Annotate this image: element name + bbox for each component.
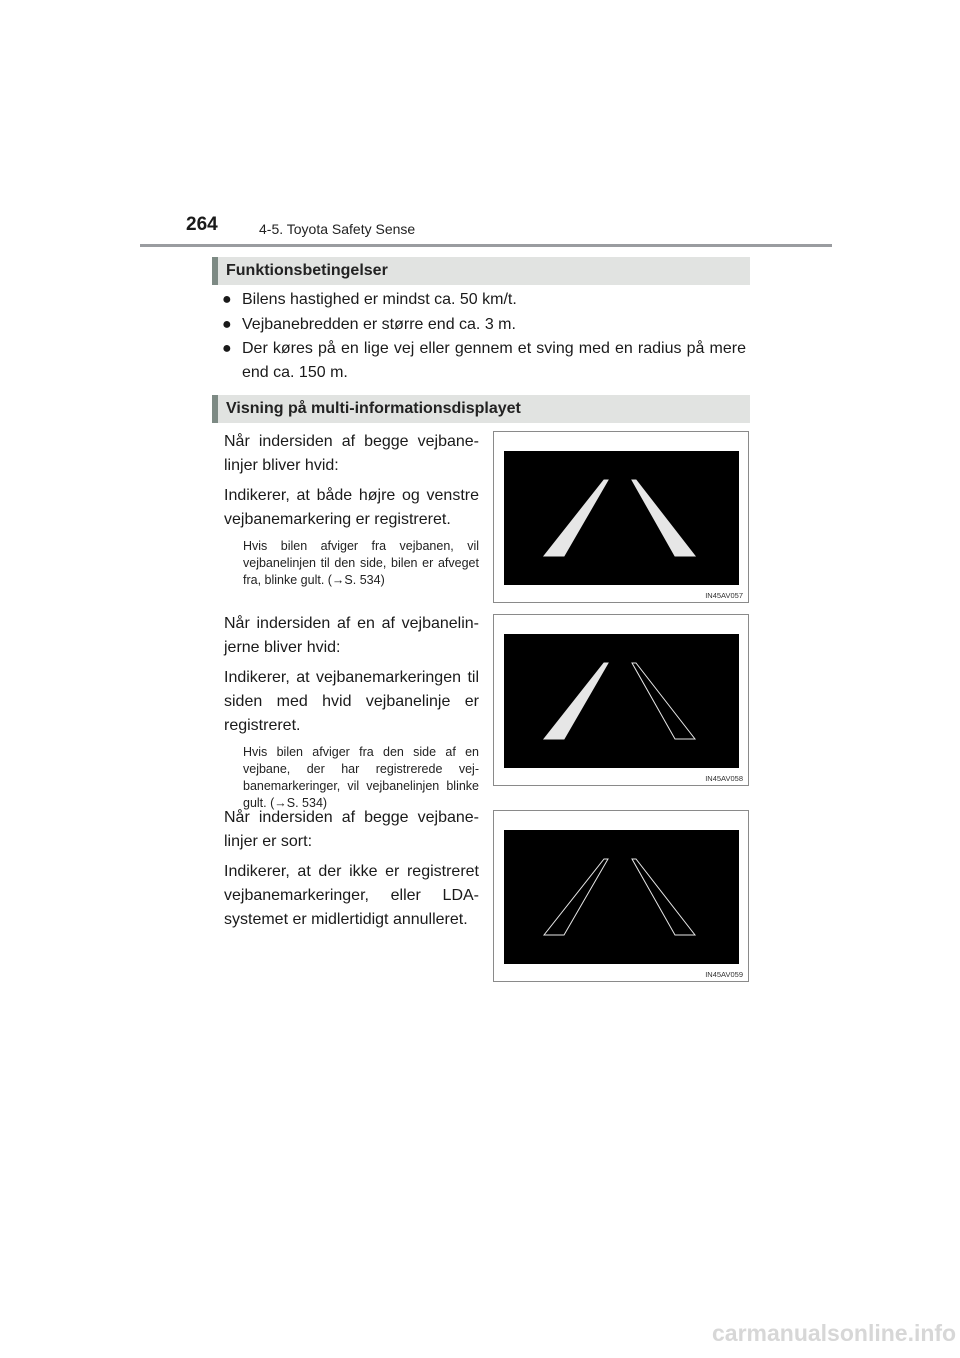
display-illustration-both-black: [493, 810, 749, 982]
section-heading-display: Visning på multi-informationsdisplayet: [212, 395, 750, 423]
section-heading-operating-conditions: Funktionsbetingelser: [212, 257, 750, 285]
state-description: Indikerer, at der ikke er registreret vejbanemarkeringer, eller LDA-systemet er midlertidigt annulleret.: [224, 863, 479, 928]
figure-code: IN45AV059: [705, 970, 743, 979]
condition-item: [222, 313, 746, 337]
watermark: carmanualsonline.info: [712, 1320, 957, 1346]
state-title: Når indersiden af begge vejbane-linjer bliver hvid:: [224, 433, 479, 474]
figure-code: IN45AV058: [705, 774, 743, 783]
state-description: Indikerer, at vejbanemarkeringen til siden med hvid vejbanelinje er registreret.: [224, 669, 479, 734]
figure-code: IN45AV057: [705, 591, 743, 600]
display-illustration-both-white: [493, 431, 749, 603]
display-screen: [504, 451, 739, 585]
condition-item: [222, 288, 746, 312]
display-screen: [504, 634, 739, 768]
lane-display-graphic: [494, 432, 748, 602]
bullet-icon: ●: [222, 316, 232, 333]
display-screen: [504, 830, 739, 964]
display-state-description: [224, 430, 479, 589]
state-description: Indikerer, at både højre og venstre vejbanemarkering er registreret.: [224, 487, 479, 528]
display-illustration-one-white: [493, 614, 749, 786]
state-note: Hvis bilen afviger fra vejbanen, vil vejbanelinjen til den side, bilen er afveget fra, blinke gult. (→S. 534): [243, 539, 479, 587]
display-state-description: [224, 806, 479, 938]
condition-text: Vejbanebredden er større end ca. 3 m.: [242, 316, 516, 333]
condition-text: Bilens hastighed er mindst ca. 50 km/t.: [242, 291, 517, 308]
header-divider: [140, 244, 832, 247]
condition-item: [222, 337, 746, 385]
lane-display-graphic: [494, 615, 748, 785]
bullet-icon: ●: [222, 291, 232, 308]
lane-display-graphic: [494, 811, 748, 981]
header-section-title: 4-5. Toyota Safety Sense: [259, 221, 416, 237]
display-state-description: [224, 612, 479, 812]
condition-text: Der køres på en lige vej eller gennem et sving med en radius på mere end ca. 150 m.: [242, 340, 746, 381]
state-title: Når indersiden af begge vejbane-linjer er sort:: [224, 809, 479, 850]
bullet-icon: ●: [222, 340, 232, 357]
page-number: 264: [186, 214, 218, 235]
state-title: Når indersiden af en af vejbanelin-jerne bliver hvid:: [224, 615, 479, 656]
page-header: [0, 0, 960, 250]
state-note: Hvis bilen afviger fra den side af en vejbane, der har registrerede vej-banemarkeringer, vil vejbanelinjen blinke gult. (→S. 534): [243, 745, 479, 810]
